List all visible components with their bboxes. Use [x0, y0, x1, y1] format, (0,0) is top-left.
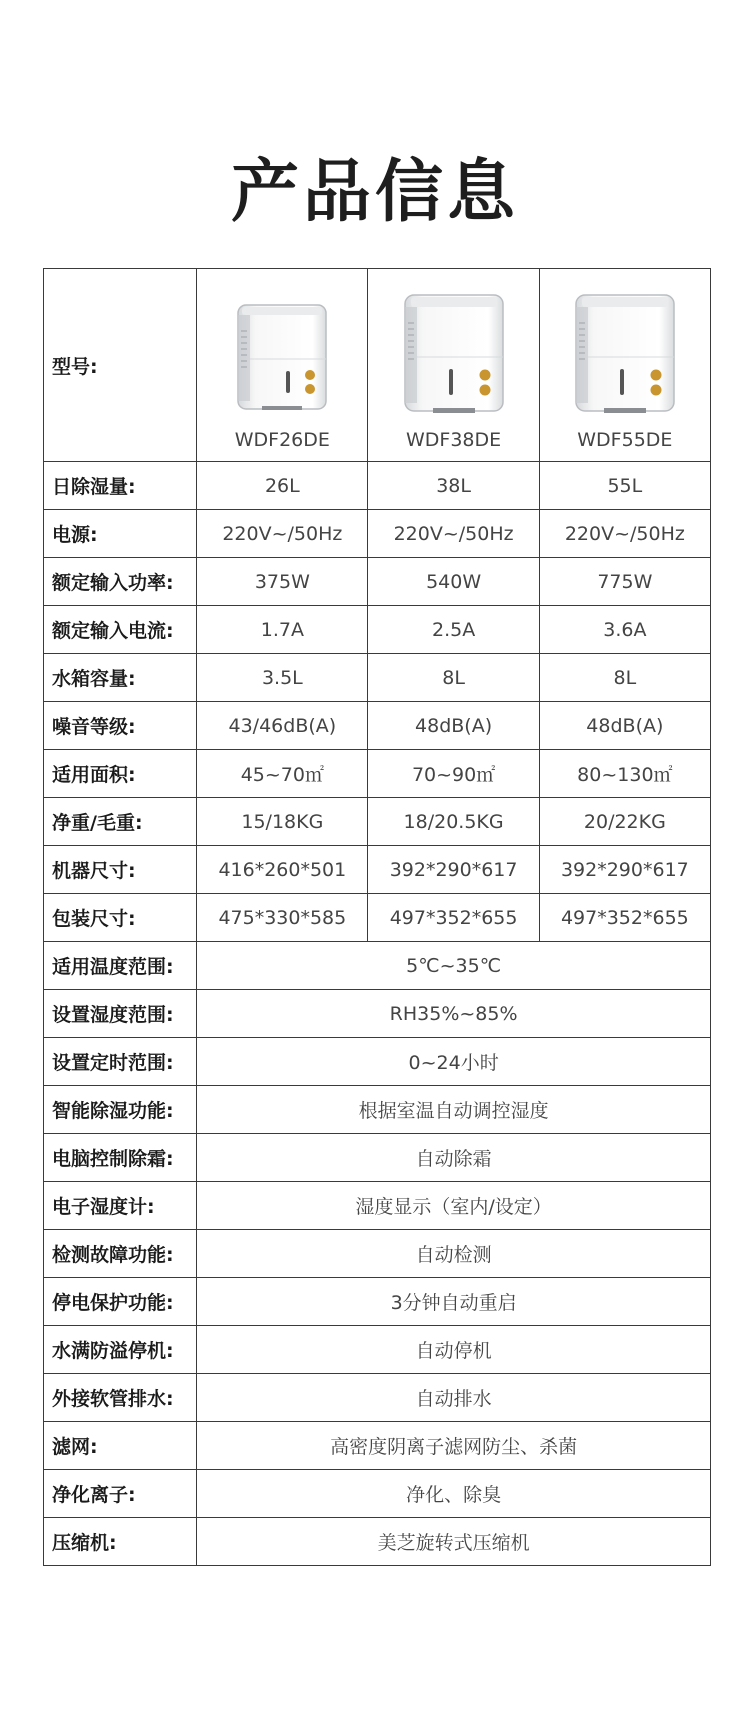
spec-row	[44, 462, 711, 510]
spec-value: 43/46dB(A)	[197, 702, 368, 750]
spec-row	[44, 702, 711, 750]
spec-value: 15/18KG	[197, 798, 368, 846]
spec-value: 375W	[197, 558, 368, 606]
spec-value: 55L	[539, 462, 710, 510]
spec-value: 自动排水	[197, 1374, 711, 1422]
spec-value: 8L	[368, 654, 539, 702]
spec-value: 70~90㎡	[368, 750, 539, 798]
row-label: 智能除湿功能:	[44, 1086, 197, 1134]
spec-value: 美芝旋转式压缩机	[197, 1518, 711, 1566]
model-name: WDF55DE	[577, 429, 673, 451]
spec-value: 自动检测	[197, 1230, 711, 1278]
model-name: WDF26DE	[234, 429, 330, 451]
spec-row	[44, 798, 711, 846]
row-label: 包装尺寸:	[44, 894, 197, 942]
spec-value: 净化、除臭	[197, 1470, 711, 1518]
spec-value: 8L	[539, 654, 710, 702]
row-label: 外接软管排水:	[44, 1374, 197, 1422]
model-cell	[539, 269, 710, 462]
spec-row	[44, 846, 711, 894]
model-cell	[197, 269, 368, 462]
spec-row	[44, 1038, 711, 1086]
spec-row	[44, 606, 711, 654]
row-label: 机器尺寸:	[44, 846, 197, 894]
spec-value: 38L	[368, 462, 539, 510]
page-title: 产品信息	[230, 153, 519, 232]
spec-value: 475*330*585	[197, 894, 368, 942]
row-label: 水箱容量:	[44, 654, 197, 702]
row-label: 设置定时范围:	[44, 1038, 197, 1086]
spec-row	[44, 1230, 711, 1278]
spec-value: 220V~/50Hz	[368, 510, 539, 558]
spec-value: 5℃~35℃	[197, 942, 711, 990]
spec-row	[44, 1182, 711, 1230]
row-label: 电源:	[44, 510, 197, 558]
row-label: 电脑控制除霜:	[44, 1134, 197, 1182]
spec-value: 392*290*617	[539, 846, 710, 894]
row-label: 日除湿量:	[44, 462, 197, 510]
row-label: 噪音等级:	[44, 702, 197, 750]
spec-value: 自动停机	[197, 1326, 711, 1374]
spec-row	[44, 1374, 711, 1422]
spec-row	[44, 1518, 711, 1566]
spec-value: 392*290*617	[368, 846, 539, 894]
spec-value: 497*352*655	[539, 894, 710, 942]
spec-row	[44, 1086, 711, 1134]
model-row	[44, 269, 711, 462]
row-label: 适用面积:	[44, 750, 197, 798]
row-label: 滤网:	[44, 1422, 197, 1470]
spec-value: 3.6A	[539, 606, 710, 654]
dehumidifier-large-icon	[570, 291, 680, 417]
spec-table	[43, 268, 711, 1566]
spec-row	[44, 558, 711, 606]
row-label: 净重/毛重:	[44, 798, 197, 846]
spec-value: 26L	[197, 462, 368, 510]
spec-row	[44, 942, 711, 990]
spec-value: 80~130㎡	[539, 750, 710, 798]
spec-value: 45~70㎡	[197, 750, 368, 798]
spec-row	[44, 990, 711, 1038]
row-label: 净化离子:	[44, 1470, 197, 1518]
spec-value: 20/22KG	[539, 798, 710, 846]
dehumidifier-small-icon	[232, 301, 332, 413]
spec-value: 2.5A	[368, 606, 539, 654]
spec-value: 18/20.5KG	[368, 798, 539, 846]
spec-value: 高密度阴离子滤网防尘、杀菌	[197, 1422, 711, 1470]
row-label: 停电保护功能:	[44, 1278, 197, 1326]
model-name: WDF38DE	[406, 429, 502, 451]
model-cell	[368, 269, 539, 462]
spec-value: 48dB(A)	[539, 702, 710, 750]
row-label: 额定输入电流:	[44, 606, 197, 654]
row-label: 适用温度范围:	[44, 942, 197, 990]
spec-value: 3.5L	[197, 654, 368, 702]
row-label: 设置湿度范围:	[44, 990, 197, 1038]
row-label: 型号:	[44, 269, 197, 462]
row-label: 检测故障功能:	[44, 1230, 197, 1278]
row-label: 额定输入功率:	[44, 558, 197, 606]
spec-value: 湿度显示（室内/设定）	[197, 1182, 711, 1230]
spec-row	[44, 654, 711, 702]
dehumidifier-large-icon	[399, 291, 509, 417]
spec-value: 根据室温自动调控湿度	[197, 1086, 711, 1134]
spec-value: 0~24小时	[197, 1038, 711, 1086]
spec-row	[44, 750, 711, 798]
spec-value: RH35%~85%	[197, 990, 711, 1038]
spec-row	[44, 1278, 711, 1326]
spec-value: 220V~/50Hz	[539, 510, 710, 558]
spec-row	[44, 1134, 711, 1182]
row-label: 压缩机:	[44, 1518, 197, 1566]
spec-value: 497*352*655	[368, 894, 539, 942]
spec-value: 540W	[368, 558, 539, 606]
spec-value: 3分钟自动重启	[197, 1278, 711, 1326]
spec-value: 220V~/50Hz	[197, 510, 368, 558]
spec-value: 775W	[539, 558, 710, 606]
spec-row	[44, 894, 711, 942]
spec-row	[44, 510, 711, 558]
spec-value: 1.7A	[197, 606, 368, 654]
spec-row	[44, 1326, 711, 1374]
row-label: 电子湿度计:	[44, 1182, 197, 1230]
spec-value: 48dB(A)	[368, 702, 539, 750]
row-label: 水满防溢停机:	[44, 1326, 197, 1374]
spec-row	[44, 1422, 711, 1470]
spec-row	[44, 1470, 711, 1518]
spec-value: 416*260*501	[197, 846, 368, 894]
spec-value: 自动除霜	[197, 1134, 711, 1182]
